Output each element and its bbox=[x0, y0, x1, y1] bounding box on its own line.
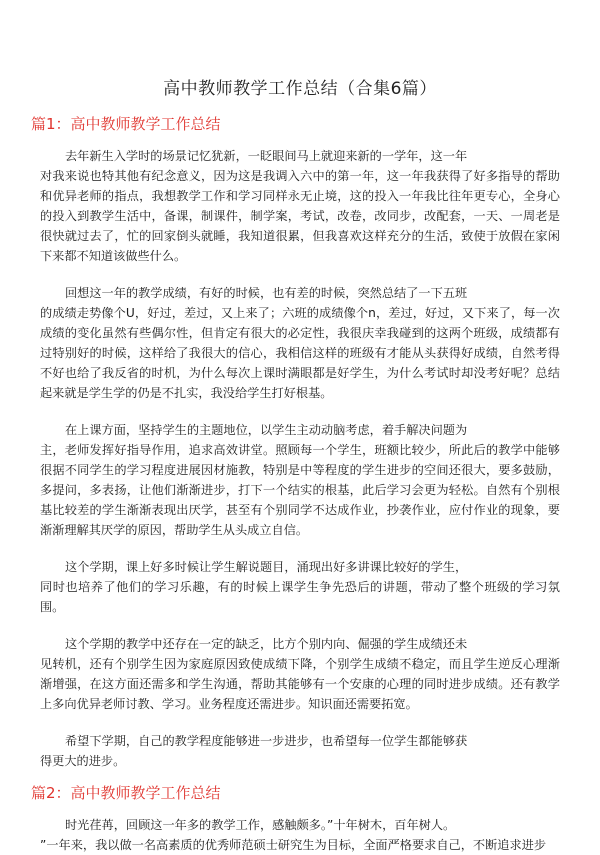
paragraph bbox=[40, 283, 560, 403]
section-1 bbox=[31, 114, 560, 771]
paragraph-first-line: 这个学期，课上好多时候让学生解说题目，涌现出好多讲课比较好的学生， bbox=[65, 560, 468, 574]
section-heading: 篇1：高中教师教学工作总结 bbox=[31, 115, 221, 133]
paragraph bbox=[40, 731, 560, 771]
paragraph bbox=[40, 634, 560, 714]
paragraph-body: 见转机，还有个别学生因为家庭原因致使成绩下降，个别学生成绩不稳定，而且学生逆反心理渐渐增强，在这方面还需多和学生沟通，帮助其能够有一个安康的心理的同时进步成绩。还有教学上多向优异老师讨教、学习。业务程度还需进步。知识面还需要拓宽。 bbox=[40, 657, 560, 711]
paragraph-body: ”一年来，我以做一名高素质的优秀师范硕士研究生为目标，全面严格要求自己，不断追求进步 bbox=[40, 838, 547, 852]
paragraph-body: 得更大的进步。 bbox=[40, 754, 126, 768]
paragraph-body: 同时也培养了他们的学习乐趣，有的时候上课学生争先恐后的讲题，带动了整个班级的学习氛围。 bbox=[40, 580, 560, 614]
section-2 bbox=[31, 783, 560, 855]
paragraph-first-line: 时光荏苒，回顾这一年多的教学工作，感触颇多。”十年树木，百年树人。 bbox=[65, 818, 456, 832]
paragraph-first-line: 这个学期的教学中还存在一定的缺乏，比方个别内向、倔强的学生成绩还未 bbox=[65, 637, 468, 651]
paragraph bbox=[40, 557, 560, 617]
section-heading: 篇2：高中教师教学工作总结 bbox=[31, 784, 221, 802]
paragraph-first-line: 去年新生入学时的场景记忆犹新，一眨眼间马上就迎来新的一学年，这一年 bbox=[65, 149, 468, 163]
paragraph-first-line: 希望下学期，自己的教学程度能够进一步进步，也希望每一位学生都能够获 bbox=[65, 734, 468, 748]
paragraph-first-line: 在上课方面，坚持学生的主题地位，以学生主动动脑考虑，着手解决问题为 bbox=[65, 423, 468, 437]
paragraph bbox=[40, 815, 560, 855]
document-title: 高中教师教学工作总结（合集6篇） bbox=[163, 79, 437, 99]
paragraph-first-line: 回想这一年的教学成绩，有好的时候，也有差的时候，突然总结了一下五班 bbox=[65, 286, 468, 300]
paragraph bbox=[40, 146, 560, 266]
paragraph-body: 对我来说也特其他有纪念意义，因为这是我调入六中的第一年，这一年我获得了好多指导的帮助和优异老师的指点，我想教学工作和学习同样永无止境，这的投入一年我比往年更专心，全身心的投入到教学生活中，备课，制课件，制学案，考试，改卷，改同步，改配套，一天、一周老是很快就过去了，忙的回家倒头就睡，我知道很累，但我喜欢这样充分的生活，致使于放假在家闲下来都不知道该做些什么。 bbox=[40, 169, 560, 263]
paragraph-body: 主，老师发挥好指导作用，追求高效讲堂。照顾每一个学生，班额比较少，所此后的教学中能够很据不同学生的学习程度进展因材施教，特别是中等程度的学生进步的空间还很大，要多鼓励，多提问，多表扬，让他们渐渐进步，打下一个结实的根基，此后学习会更为轻松。自然有个别根基比较差的学生渐渐表现出厌学，甚至有个别同学不达成作业，抄袭作业，应付作业的现象，要渐渐理解其厌学的原因，帮助学生从头成立自信。 bbox=[40, 443, 560, 537]
paragraph bbox=[40, 420, 560, 540]
paragraph-body: 的成绩走势像个U，好过，差过，又上来了；六班的成绩像个n，差过，好过，又下来了，每一次成绩的变化虽然有些偶尔性，但肯定有很大的必定性，我很庆幸我碰到的这两个班级，成绩都有过特别好的时候，这样给了我很大的信心，我相信这样的班级有才能从头获得好成绩，自然考得不好也给了我反省的时机，为什么每次上课时满眼都是好学生，为什么考试时却没考好呢？总结起来就是学生学的仍是不扎实，我没给学生打好根基。 bbox=[40, 306, 560, 400]
